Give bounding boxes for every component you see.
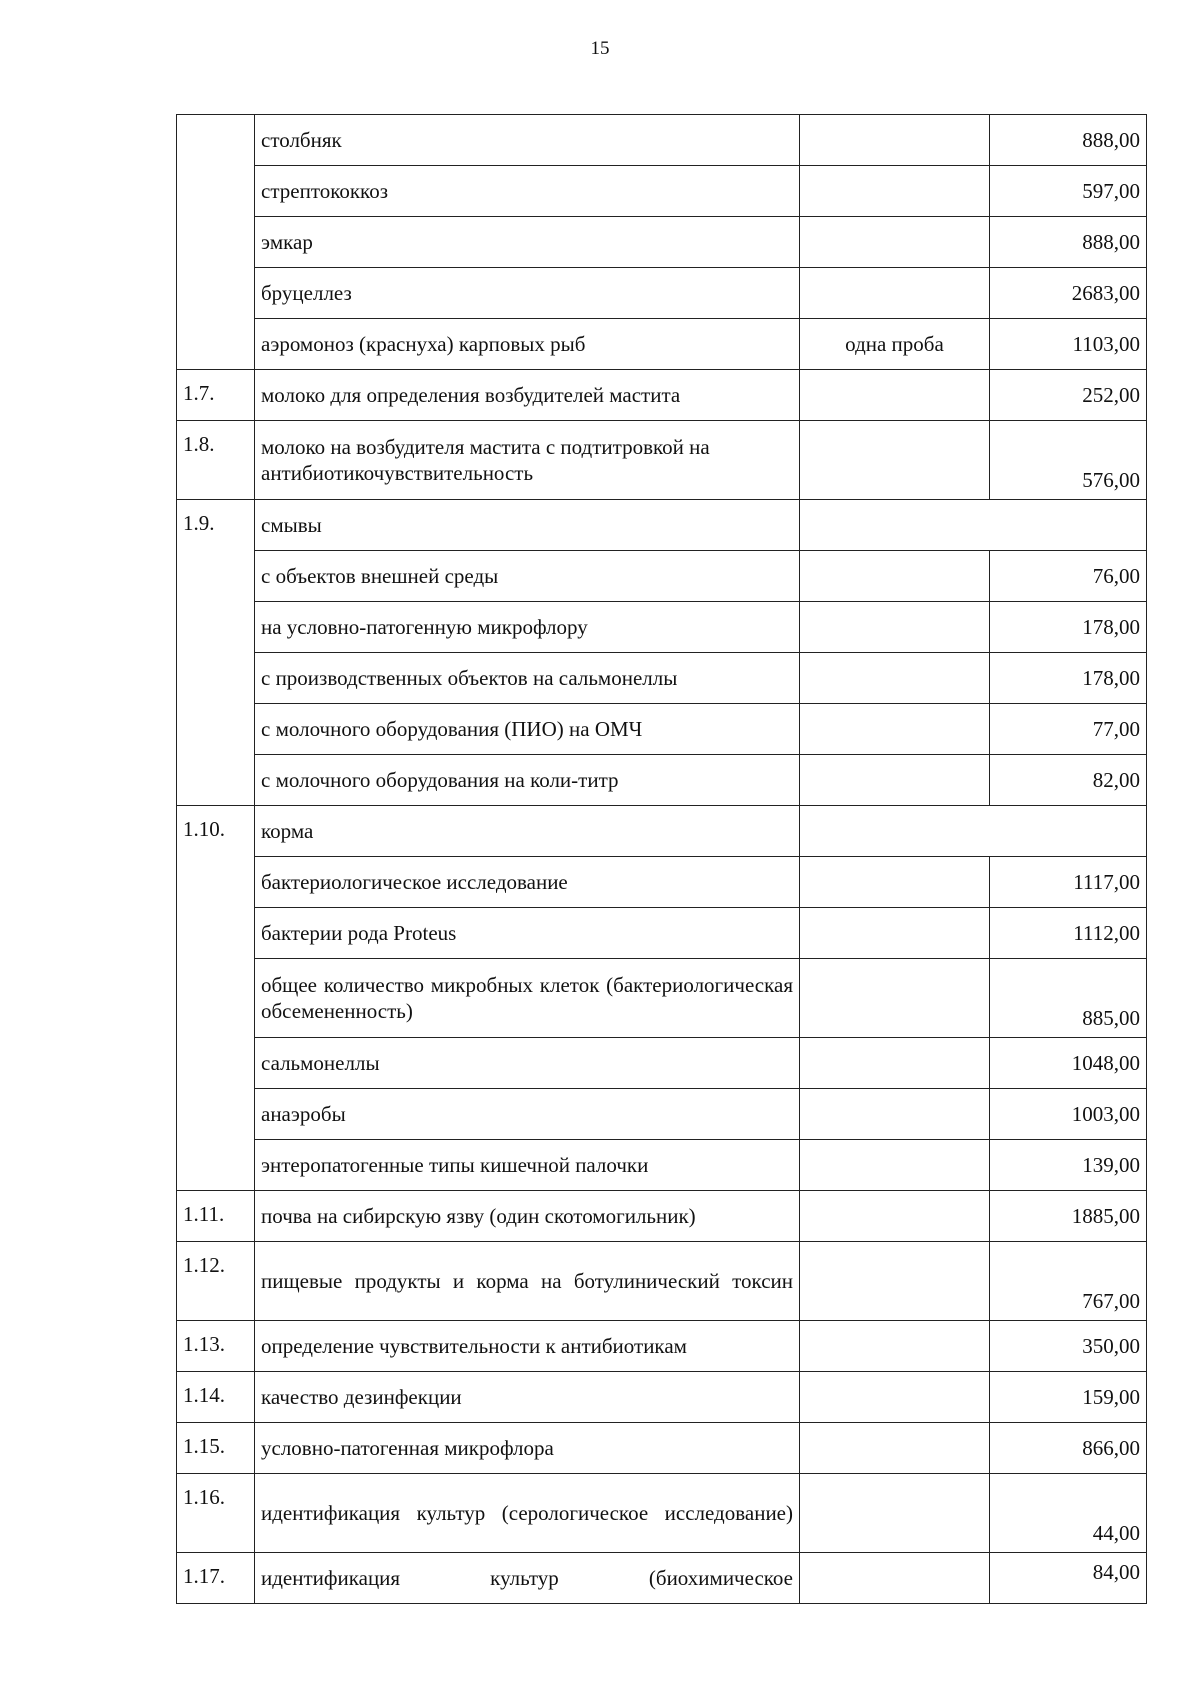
row-price: 350,00 (990, 1321, 1147, 1372)
row-unit (800, 500, 1147, 551)
row-unit: одна проба (800, 319, 990, 370)
row-number: 1.11. (177, 1191, 255, 1242)
row-price: 597,00 (990, 166, 1147, 217)
row-unit (800, 1423, 990, 1474)
row-price: 885,00 (990, 959, 1147, 1038)
row-name: столбняк (255, 115, 800, 166)
table-row (177, 1321, 1147, 1372)
row-number: 1.7. (177, 370, 255, 421)
table-row (177, 1242, 1147, 1321)
row-number: 1.14. (177, 1372, 255, 1423)
row-price: 1117,00 (990, 857, 1147, 908)
row-number: 1.17. (177, 1553, 255, 1604)
row-name: с молочного оборудования на коли-титр (255, 755, 800, 806)
row-name: идентификация культур (серологическое исследование) (255, 1474, 800, 1553)
row-name: на условно-патогенную микрофлору (255, 602, 800, 653)
row-price: 767,00 (990, 1242, 1147, 1321)
row-name: пищевые продукты и корма на ботулинический токсин (255, 1242, 800, 1321)
row-price: 888,00 (990, 115, 1147, 166)
row-name: корма (255, 806, 800, 857)
row-price: 1885,00 (990, 1191, 1147, 1242)
row-name: почва на сибирскую язву (один скотомогильник) (255, 1191, 800, 1242)
table-row (177, 1474, 1147, 1553)
row-unit (800, 653, 990, 704)
row-price: 576,00 (990, 421, 1147, 500)
table-row (177, 500, 1147, 551)
table-row (177, 1038, 1147, 1089)
table-row (177, 908, 1147, 959)
row-unit (800, 1089, 990, 1140)
row-unit (800, 217, 990, 268)
row-price: 252,00 (990, 370, 1147, 421)
row-unit (800, 1372, 990, 1423)
row-price: 888,00 (990, 217, 1147, 268)
table-row (177, 551, 1147, 602)
row-name: качество дезинфекции (255, 1372, 800, 1423)
row-price: 84,00 (990, 1553, 1147, 1604)
row-name: смывы (255, 500, 800, 551)
row-number: 1.8. (177, 421, 255, 500)
table-row (177, 704, 1147, 755)
row-unit (800, 602, 990, 653)
table-row (177, 602, 1147, 653)
row-unit (800, 166, 990, 217)
price-table (176, 114, 1147, 1604)
row-number: 1.9. (177, 500, 255, 806)
row-unit (800, 704, 990, 755)
row-price: 1003,00 (990, 1089, 1147, 1140)
row-number: 1.12. (177, 1242, 255, 1321)
table-row (177, 268, 1147, 319)
row-price: 178,00 (990, 653, 1147, 704)
row-price: 159,00 (990, 1372, 1147, 1423)
row-unit (800, 421, 990, 500)
table-row (177, 1191, 1147, 1242)
table-row (177, 755, 1147, 806)
page-number: 15 (590, 38, 610, 59)
row-unit (800, 1191, 990, 1242)
row-name: с производственных объектов на сальмонеллы (255, 653, 800, 704)
row-name: сальмонеллы (255, 1038, 800, 1089)
row-name: анаэробы (255, 1089, 800, 1140)
row-price: 866,00 (990, 1423, 1147, 1474)
row-number: 1.15. (177, 1423, 255, 1474)
row-unit (800, 1553, 990, 1604)
table-row (177, 653, 1147, 704)
row-unit (800, 857, 990, 908)
row-unit (800, 1474, 990, 1553)
table-row (177, 1372, 1147, 1423)
row-name: бактериологическое исследование (255, 857, 800, 908)
row-number: 1.13. (177, 1321, 255, 1372)
row-price: 139,00 (990, 1140, 1147, 1191)
row-unit (800, 1242, 990, 1321)
table-row (177, 370, 1147, 421)
row-unit (800, 1321, 990, 1372)
row-name: стрептококкоз (255, 166, 800, 217)
row-unit (800, 959, 990, 1038)
table-row (177, 1553, 1147, 1604)
row-price: 44,00 (990, 1474, 1147, 1553)
table-row (177, 857, 1147, 908)
row-unit (800, 1038, 990, 1089)
table-row (177, 806, 1147, 857)
row-unit (800, 551, 990, 602)
row-name: бруцеллез (255, 268, 800, 319)
row-price: 2683,00 (990, 268, 1147, 319)
row-price: 178,00 (990, 602, 1147, 653)
row-name: эмкар (255, 217, 800, 268)
table-row (177, 959, 1147, 1038)
table-row (177, 1140, 1147, 1191)
row-name: с молочного оборудования (ПИО) на ОМЧ (255, 704, 800, 755)
row-number: 1.10. (177, 806, 255, 1191)
row-name: с объектов внешней среды (255, 551, 800, 602)
table-row (177, 115, 1147, 166)
row-name: молоко для определения возбудителей мастита (255, 370, 800, 421)
row-price: 77,00 (990, 704, 1147, 755)
table-row (177, 217, 1147, 268)
row-price: 1048,00 (990, 1038, 1147, 1089)
row-name: бактерии рода Proteus (255, 908, 800, 959)
row-unit (800, 115, 990, 166)
row-name: энтеропатогенные типы кишечной палочки (255, 1140, 800, 1191)
table-row (177, 421, 1147, 500)
row-unit (800, 1140, 990, 1191)
row-unit (800, 370, 990, 421)
row-name: аэромоноз (краснуха) карповых рыб (255, 319, 800, 370)
row-name: условно-патогенная микрофлора (255, 1423, 800, 1474)
row-price: 76,00 (990, 551, 1147, 602)
row-unit (800, 268, 990, 319)
row-number: 1.16. (177, 1474, 255, 1553)
row-price: 82,00 (990, 755, 1147, 806)
table-row (177, 319, 1147, 370)
table-row (177, 1089, 1147, 1140)
row-price: 1112,00 (990, 908, 1147, 959)
row-name: определение чувствительности к антибиотикам (255, 1321, 800, 1372)
table-row (177, 1423, 1147, 1474)
row-unit (800, 908, 990, 959)
row-name: идентификация культур (биохимическое (255, 1553, 800, 1604)
row-unit (800, 806, 1147, 857)
row-unit (800, 755, 990, 806)
row-name: молоко на возбудителя мастита с подтитровкой на антибиотикочувствительность (255, 421, 800, 500)
row-number (177, 115, 255, 370)
row-name: общее количество микробных клеток (бактериологическая обсемененность) (255, 959, 800, 1038)
table-row (177, 166, 1147, 217)
row-price: 1103,00 (990, 319, 1147, 370)
